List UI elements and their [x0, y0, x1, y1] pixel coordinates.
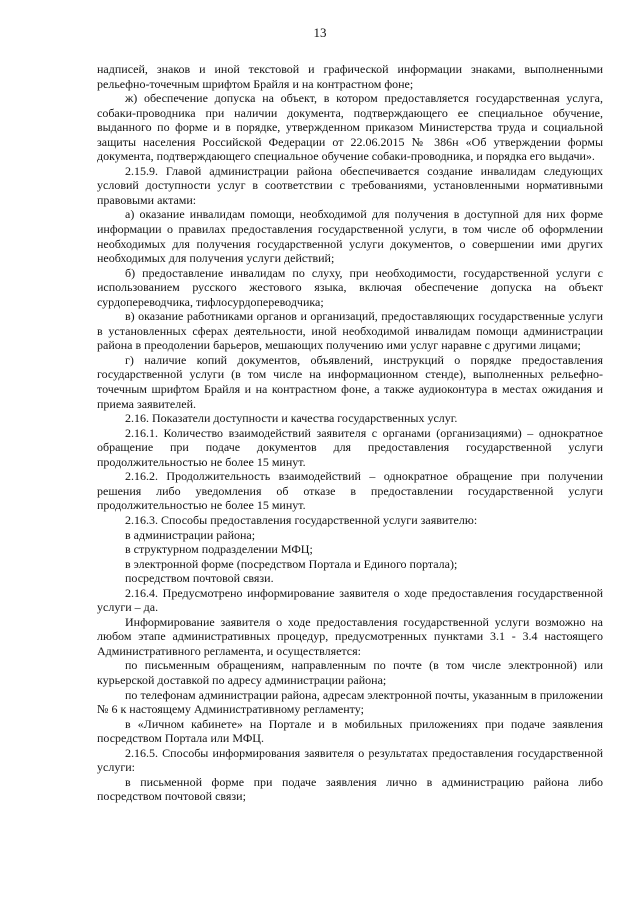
paragraph: 2.16.5. Способы информирования заявителя о результатах предоставления государственной услуги:: [97, 745, 603, 775]
paragraph: в) оказание работниками органов и организаций, предоставляющих государственные услуги в установленных сферах деятельности, иной необходимой инвалидам помощи администрации района в преодолении барьеров, мешающих получению ими услуг наравне с другими лицами;: [97, 309, 603, 353]
list-item: в структурном подразделении МФЦ;: [125, 542, 313, 557]
list-item: в электронной форме (посредством Портала и Единого портала);: [125, 556, 458, 571]
list-item: в администрации района;: [125, 527, 256, 542]
section-heading: 2.16. Показатели доступности и качества государственных услуг.: [125, 411, 458, 426]
page-number: 13: [313, 25, 327, 40]
paragraph: 2.15.9. Главой администрации района обеспечивается создание инвалидам следующих условий доступности услуг в соответствии с требованиями, установленными нормативными правовыми актами:: [97, 163, 603, 207]
paragraph: 2.16.3. Способы предоставления государственной услуги заявителю:: [125, 512, 478, 527]
document-body: [97, 62, 603, 804]
paragraph: 2.16.1. Количество взаимодействий заявителя с органами (организациями) – однократное обращение при подаче документов для предоставления государственной услуги продолжительностью не более 15 минут.: [97, 425, 603, 469]
paragraph: б) предоставление инвалидам по слуху, при необходимости, государственной услуги с использованием русского жестового языка, включая обеспечение допуска на объект сурдопереводчика, тифлосурдопереводчика;: [97, 265, 603, 309]
list-item: в письменной форме при подаче заявления лично в администрацию района либо посредством почтовой связи;: [97, 774, 603, 804]
paragraph: ж) обеспечение допуска на объект, в котором предоставляется государственная услуга, собаки-проводника при наличии документа, подтверждающего ее специальное обучение, выданного по форме и в порядке, утвержденном приказом Министерства труда и социальной защиты населения Российской Федерации от 22.06.2015 № 386н «Об утверждении формы документа, подтверждающего специальное обучение собаки-проводника, и порядка его выдачи».: [97, 91, 603, 164]
paragraph: 2.16.2. Продолжительность взаимодействий – однократное обращение при получении решения либо уведомления об отказе в предоставлении государственной услуги продолжительностью не более 15 минут.: [97, 469, 603, 513]
paragraph: надписей, знаков и иной текстовой и графической информации знаками, выполненными рельефно-точечным шрифтом Брайля и на контрастном фоне;: [97, 62, 603, 91]
paragraph: а) оказание инвалидам помощи, необходимой для получения в доступной для них форме информации о правилах предоставления государственной услуги, в том числе об оформлении необходимых для получения государственной услуги документов, о совершении ими других необходимых для получения услуги действий;: [97, 207, 603, 266]
list-item: посредством почтовой связи.: [125, 571, 274, 586]
list-item: по письменным обращениям, направленным по почте (в том числе электронной) или курьерской доставкой по адресу администрации района;: [97, 658, 603, 687]
paragraph: Информирование заявителя о ходе предоставления государственной услуги возможно на любом этапе административных процедур, предусмотренных пунктами 3.1 - 3.4 настоящего Административного регламента, и осуществляется:: [97, 614, 603, 658]
list-item: в «Личном кабинете» на Портале и в мобильных приложениях при подаче заявления посредством Портала или МФЦ.: [97, 716, 603, 746]
list-item: по телефонам администрации района, адресам электронной почты, указанным в приложении № 6 к настоящему Административному регламенту;: [97, 687, 603, 717]
paragraph: г) наличие копий документов, объявлений, инструкций о порядке предоставления государственной услуги (в том числе на информационном стенде), выполненных рельефно-точечным шрифтом Брайля и на контрастном фоне, а также аудиоконтура в местах ожидания и приема заявителей.: [97, 352, 603, 411]
paragraph: 2.16.4. Предусмотрено информирование заявителя о ходе предоставления государственной услуги – да.: [97, 585, 603, 615]
